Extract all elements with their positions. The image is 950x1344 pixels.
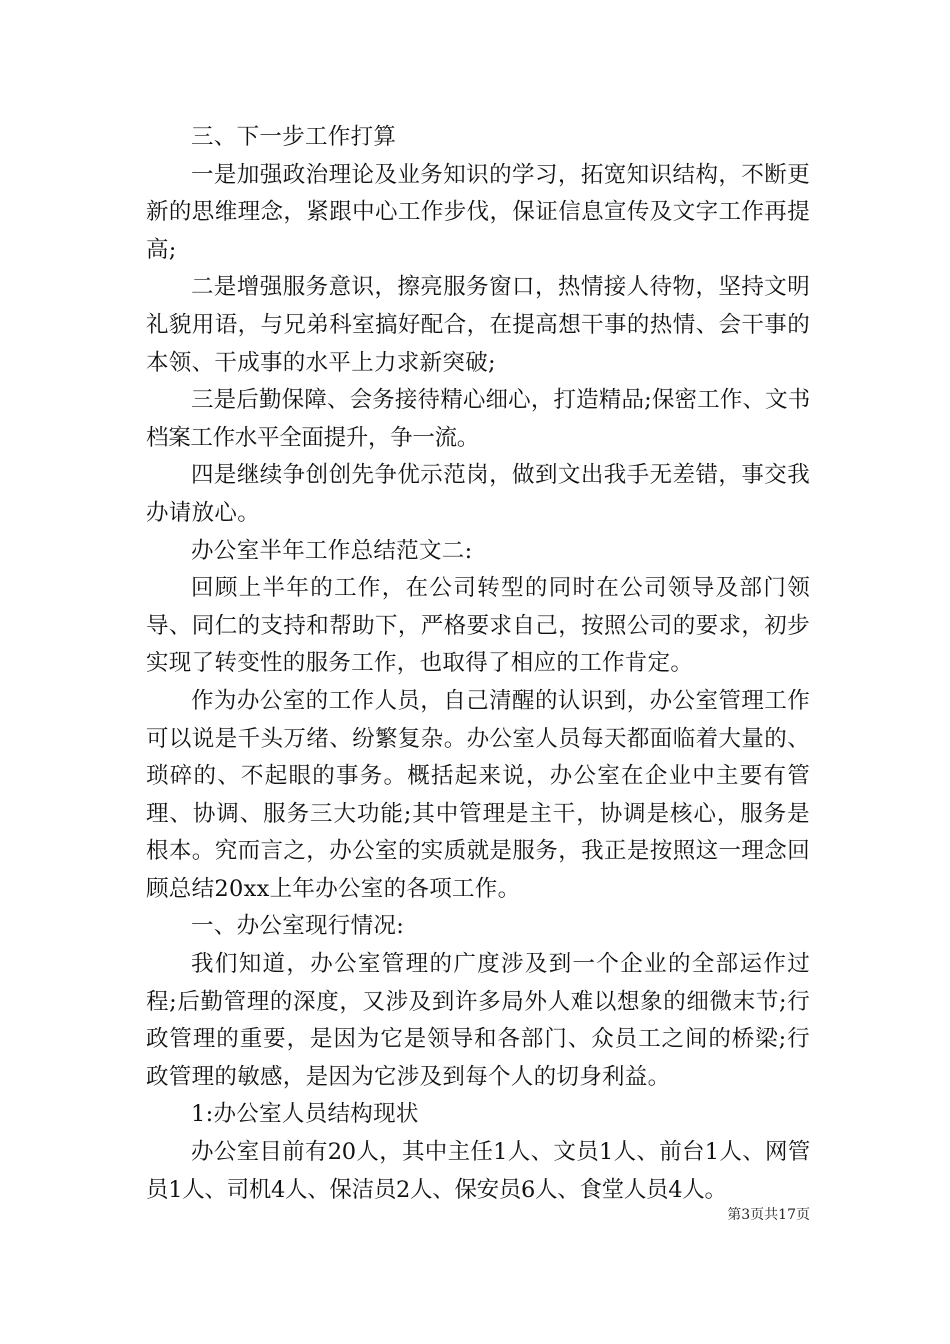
subheading-staff-structure: 1:办公室人员结构现状 [191,1101,419,1128]
section-heading-current-status: 一、办公室现行情况: [191,913,405,940]
paragraph-item-two: 二是增强服务意识，擦亮服务窗口，热情接人待物，坚持文明礼貌用语，与兄弟科室搞好配合，在提高想干事的热情、会干事的本领、干成事的水平上力求新突破; [146,274,810,376]
paragraph-management-scope: 我们知道，办公室管理的广度涉及到一个企业的全部运作过程;后勤管理的深度，又涉及到许多局外人难以想象的细微末节;行政管理的重要，是因为它是领导和各部门、众员工之间的桥梁;行政管理的敏感，是因为它涉及到每个人的切身利益。 [146,951,810,1090]
paragraph-office-role: 作为办公室的工作人员，自己清醒的认识到，办公室管理工作可以说是千头万绪、纷繁复杂。办公室人员每天都面临着大量的、琐碎的、不起眼的事务。概括起来说，办公室在企业中主要有管理、协调、服务三大功能;其中管理是主干，协调是核心，服务是根本。究而言之，办公室的实质就是服务，我正是按照这一理念回顾总结20xx上年办公室的各项工作。 [146,687,810,902]
paragraph-item-three: 三是后勤保障、会务接待精心细心，打造精品;保密工作、文书档案工作水平全面提升，争一流。 [146,387,810,451]
sample-two-title: 办公室半年工作总结范文二: [191,537,473,564]
page-number-footer: 第3页共17页 [727,1207,810,1223]
paragraph-item-four: 四是继续争创创先争优示范岗，做到文出我手无差错，事交我办请放心。 [146,462,810,526]
paragraph-item-one: 一是加强政治理论及业务知识的学习，拓宽知识结构，不断更新的思维理念，紧跟中心工作步伐，保证信息宣传及文字工作再提高; [146,161,810,263]
section-heading-next-steps: 三、下一步工作打算 [191,124,397,150]
paragraph-staff-count: 办公室目前有20人，其中主任1人、文员1人、前台1人、网管员1人、司机4人、保洁员2人、保安员6人、食堂人员4人。 [146,1139,810,1203]
document-body [146,119,810,1209]
paragraph-review: 回顾上半年的工作，在公司转型的同时在公司领导及部门领导、同仁的支持和帮助下，严格要求自己，按照公司的要求，初步实现了转变性的服务工作，也取得了相应的工作肯定。 [146,575,810,677]
